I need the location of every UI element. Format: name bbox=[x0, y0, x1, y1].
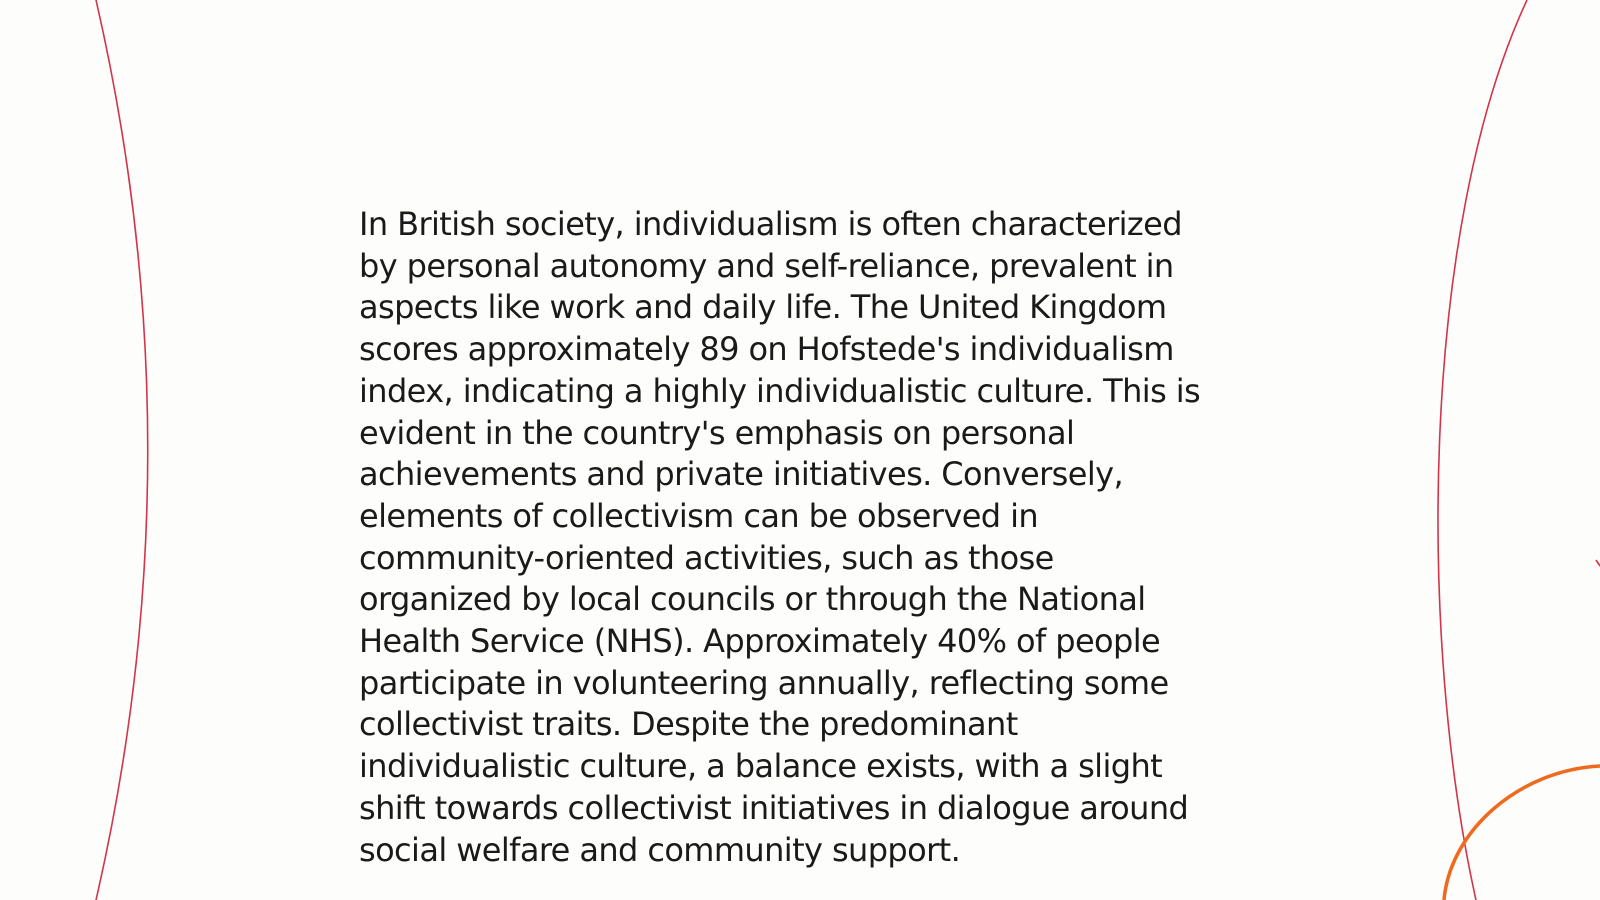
paragraph-line: social welfare and community support. bbox=[359, 830, 961, 869]
paragraph-line: elements of collectivism can be observed in bbox=[359, 496, 1039, 535]
left-arc-line bbox=[96, 0, 148, 900]
right-arc-line bbox=[1438, 0, 1527, 900]
right-accent-arc bbox=[1444, 766, 1600, 900]
paragraph-line: scores approximately 89 on Hofstede's individualism bbox=[359, 330, 1174, 369]
paragraph-line: individualistic culture, a balance exists, with a slight bbox=[359, 747, 1163, 786]
paragraph-line: shift towards collectivist initiatives in dialogue around bbox=[359, 788, 1189, 827]
paragraph-line: community-oriented activities, such as those bbox=[359, 538, 1054, 577]
paragraph-line: organized by local councils or through the National bbox=[359, 580, 1146, 619]
paragraph-line: Health Service (NHS). Approximately 40% of people bbox=[359, 622, 1161, 661]
paragraph-line: participate in volunteering annually, reflecting some bbox=[359, 663, 1169, 702]
body-paragraph bbox=[359, 204, 1259, 871]
paragraph-line: In British society, individualism is often characterized bbox=[359, 205, 1182, 243]
paragraph-line: index, indicating a highly individualistic culture. This is bbox=[359, 371, 1201, 410]
paragraph-line: evident in the country's emphasis on personal bbox=[359, 413, 1075, 452]
paragraph-line: aspects like work and daily life. The United Kingdom bbox=[359, 288, 1167, 327]
paragraph-line: achievements and private initiatives. Conversely, bbox=[359, 455, 1124, 494]
paragraph-line: collectivist traits. Despite the predominant bbox=[359, 705, 1018, 744]
paragraph-line: by personal autonomy and self-reliance, prevalent in bbox=[359, 246, 1174, 285]
right-edge-tick bbox=[1596, 560, 1600, 566]
